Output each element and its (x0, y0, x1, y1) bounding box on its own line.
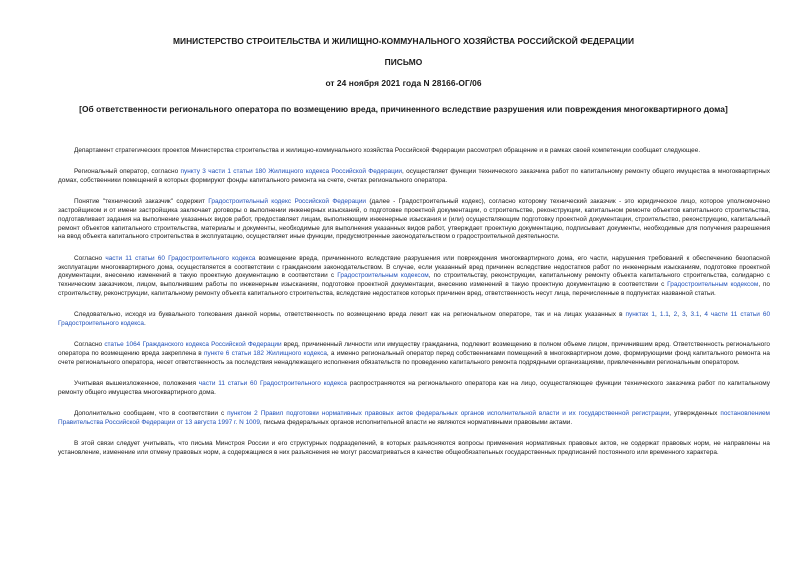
paragraph-text: Следовательно, исходя из буквального толкования данной нормы, ответственность по возмещению вреда лежит как на региональном операторе, так и на лицах указанных в (74, 311, 626, 319)
paragraph-text: Согласно (74, 254, 106, 262)
paragraph-intro (58, 147, 770, 156)
separator: , (677, 311, 683, 319)
link-urban-planning-code[interactable]: Градостроительный кодекс Российской Федерации (208, 198, 367, 206)
link-housing-code-180[interactable]: пункту 3 части 1 статьи 180 Жилищного кодекса Российской Федерации (180, 168, 403, 176)
paragraph-text: , по строительству, реконструкции, капитальному ремонту объекта капитального строительства, вследствие недостатков которых причинен вред, ответственность несут лица, перечисленные в подпунктах названной статьи. (58, 281, 770, 297)
paragraph-text: , утвержденных (669, 410, 721, 418)
paragraph-text: распространяются на регионального оператора как на лицо, осуществляющее функции технического заказчика работ по капитальному ремонту общего имущества многоквартирного дома. (58, 380, 770, 396)
paragraph-civil-code (58, 341, 770, 367)
link-civil-code-1064[interactable]: статье 1064 Гражданского кодекса Российской Федерации (104, 341, 282, 349)
paragraph-text: , осуществляет функции технического заказчика работ по капитальному ремонту общего имущества в многоквартирных домах, собственники помещений в которых формируют фонды капитального ремонта на счете, счетах регионального оператора. (58, 168, 770, 185)
separator: , (699, 311, 705, 319)
paragraph-interpretation (58, 311, 770, 329)
paragraph-text: . (143, 319, 146, 327)
paragraph-text: В этой связи следует учитывать, что письма Минстроя России и его структурных подразделений, в которых разъясняются вопросы применения нормативных правовых актов, не содержат правовых норм, не направлены на установление, изменение или отмену правовых норм, а содержащиеся в них разъяснения не могут рассматриваться в качестве общеобязательных государственных предписаний постоянного или временного характера. (58, 440, 770, 456)
paragraph-text: (далее - Градостроительный кодекс), согласно которому технический заказчик - это юридическое лицо, которое уполномочено застройщиком и от имени застройщика заключает договоры о выполнении инженерных изысканий, о подготовке проектной документации, о строительстве, реконструкции, капитальном ремонте объектов капитального строительства, подготавливает задания на выполнение указанных видов работ, предоставляет лицам, выполняющим инженерные изыскания и (или) осуществляющим подготовку проектной документации, строительство, реконструкцию, капитальный ремонт объектов капитального строительства, материалы и документы, необходимые для выполнения указанных видов работ, утверждает проектную документацию, подписывает документы, необходимые для получения разрешения на ввод объекта капитального строительства в эксплуатацию, осуществляет иные функции, предусмотренные законодательством о градостроительной деятельности. (58, 198, 770, 241)
paragraph-text: Учитывая вышеизложенное, положения (74, 380, 199, 388)
paragraph-article-60 (58, 255, 770, 299)
paragraph-technical-customer (58, 198, 770, 242)
link-article-60-part-11[interactable]: части 11 статьи 60 Градостроительного кодекса (198, 380, 347, 388)
paragraph-text: Департамент стратегических проектов Министерства строительства и жилищно-коммунального хозяйства Российской Федерации рассмотрел обращение и в рамках своей компетенции сообщает следующее. (74, 147, 701, 154)
separator: , (668, 311, 674, 319)
paragraph-text: Согласно (74, 341, 105, 349)
link-point-4-article-60[interactable]: 4 части 11 статьи 60 Градостроительного кодекса (58, 311, 771, 327)
link-government-decree-1009[interactable]: постановлением Правительства Российской Федерации от 13 августа 1997 г. N 1009 (58, 410, 770, 426)
separator: , (685, 311, 691, 319)
document-body (58, 147, 770, 470)
link-urban-planning-code[interactable]: Градостроительным кодексом (667, 281, 759, 289)
link-point-3[interactable]: 3 (682, 311, 686, 319)
paragraph-disclaimer (58, 440, 770, 458)
link-point-1[interactable]: пунктах 1 (625, 311, 655, 319)
paragraph-text: Дополнительно сообщаем, что в соответствии с (74, 410, 228, 418)
paragraph-additional (58, 410, 770, 428)
document-date-number: от 24 ноября 2021 года N 28166-ОГ/06 (325, 78, 482, 88)
paragraph-text: Понятие "технический заказчик" содержит (74, 198, 209, 206)
ministry-heading: МИНИСТЕРСТВО СТРОИТЕЛЬСТВА И ЖИЛИЩНО-КОММУНАЛЬНОГО ХОЗЯЙСТВА РОССИЙСКОЙ ФЕДЕРАЦИИ (172, 36, 635, 46)
paragraph-text: возмещение вреда, причиненного вследствие разрушения или повреждения многоквартирного дома, его части, нарушения требований к обеспечению безопасной эксплуатации многоквартирного дома, осуществляется в соответствии с гражданским законодательством. В случае, если указанный вред причинен вследствие недостатков работ по инженерным изысканиям, подготовке проектной документации, внесению изменений в такую проектную документацию в соответствии с (58, 254, 770, 280)
paragraph-text: вред, причиненный личности или имуществу гражданина, подлежит возмещению в полном объеме лицом, причинившим вред. Ответственность регионального оператора по возмещению вреда закреплена в (58, 341, 770, 357)
paragraph-regional-operator (58, 168, 770, 186)
paragraph-text: , письма федеральных органов исполнительной власти не являются нормативными правовыми актами. (259, 418, 573, 426)
link-point-3-1[interactable]: 3.1 (690, 311, 700, 319)
separator: , (655, 311, 660, 319)
link-housing-code-182[interactable]: пункте 6 статьи 182 Жилищного кодекса (203, 349, 327, 357)
link-point-1-1[interactable]: 1.1 (659, 311, 669, 319)
document-title: [Об ответственности регионального оператора по возмещению вреда, причиненного вследствие разрушения или повреждения многоквартирного дома] (79, 104, 728, 114)
paragraph-text: Региональный оператор, согласно (74, 168, 181, 176)
link-point-2[interactable]: 2 (673, 311, 678, 319)
document-type: ПИСЬМО (384, 57, 423, 67)
paragraph-text: , по строительству, реконструкции, капитальному ремонту объекта капитального строительства, солидарно с техническим заказчиком, лицом, выполнившим работы по инженерным изысканиям, подготовке проектной документации, внесению изменений в такую проектную документацию в соответствии с (58, 272, 770, 289)
link-urban-planning-code[interactable]: Градостроительным кодексом (337, 272, 429, 280)
link-rules-point-2[interactable]: пунктом 2 Правил подготовки нормативных правовых актов федеральных органов исполнительной власти и их государственной регистрации (227, 410, 670, 418)
link-article-60-part-11[interactable]: части 11 статьи 60 Градостроительного кодекса (105, 254, 256, 262)
paragraph-text: , а именно региональный оператор перед собственниками помещений в многоквартирном доме, формирующими фонд капитального ремонта на счете регионального оператора, несет ответственность за последствия ненадлежащего исполнения обязательств по проведению капитального ремонта подрядными организациями, привлеченными региональным оператором. (58, 349, 771, 366)
paragraph-conclusion (58, 380, 770, 398)
